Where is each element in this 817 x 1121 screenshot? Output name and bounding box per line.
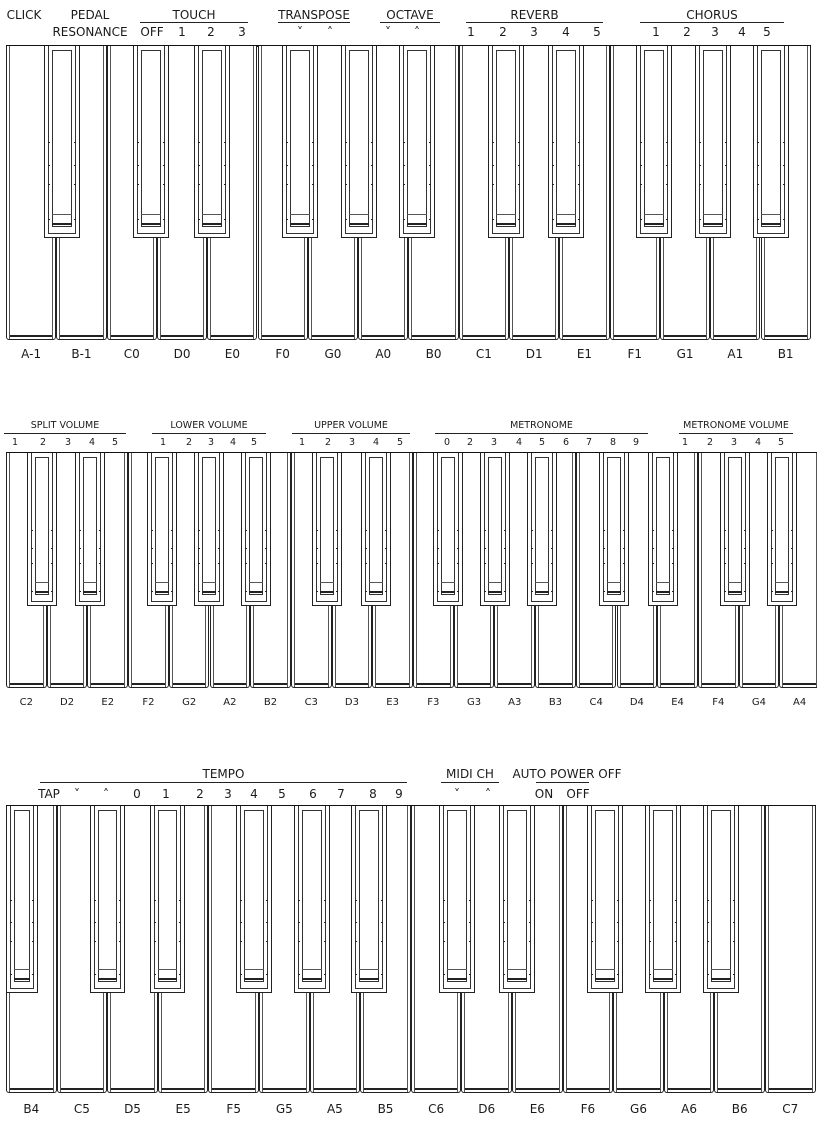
note-label: D4 [629,697,644,708]
note-label: G0 [324,347,342,361]
black-key-tick [10,974,12,975]
option-label: 3 [711,25,719,39]
option-label: OFF [140,25,164,39]
option-label: 3 [730,437,738,448]
note-label: G4 [751,697,766,708]
black-key-front-edge [14,969,30,980]
group-label: UPPER VOLUME [314,420,388,431]
group-label: LOWER VOLUME [170,420,248,431]
option-label: 2 [499,25,507,39]
note-label: A0 [375,347,392,361]
option-label: 1 [298,437,306,448]
black-key-tick [119,900,121,901]
option-label: 2 [196,787,204,801]
black-key[interactable] [439,806,475,993]
black-key-tick [469,941,471,942]
note-label: F1 [627,347,643,361]
black-key-tick [32,941,34,942]
black-key-tick [324,974,326,975]
note-label: C5 [73,1102,90,1116]
black-key-tick [675,974,677,975]
option-label: 3 [207,437,215,448]
note-label: E2 [101,697,115,708]
option-label: ˄ [414,25,420,39]
option-label: 4 [738,25,746,39]
black-key-tick [381,974,383,975]
note-label: C6 [428,1102,445,1116]
black-key-tick [675,922,677,923]
note-label: E3 [386,697,399,708]
black-key[interactable] [499,806,535,993]
note-label: G5 [275,1102,293,1116]
option-label: 7 [337,787,345,801]
note-label: A1 [727,347,744,361]
black-key-tick [733,900,735,901]
black-key-tick [443,974,445,975]
group-label: OCTAVE [386,8,434,22]
black-key-tick [266,941,268,942]
black-key-tick [503,922,505,923]
black-key-tick [529,941,531,942]
group-underline [40,782,407,783]
black-key-tick [266,900,268,901]
white-key-c7[interactable] [765,806,816,1093]
black-key-tick [266,974,268,975]
option-label: 1 [178,25,186,39]
note-label: E6 [529,1102,545,1116]
option-label: ˅ [385,25,391,39]
black-key-tick [355,922,357,923]
note-label: C4 [589,697,603,708]
note-label: A6 [681,1102,698,1116]
black-key-tick [32,900,34,901]
black-key-tick [324,900,326,901]
black-key-tick [591,900,593,901]
black-key-tick [503,900,505,901]
option-label: OFF [566,787,590,801]
group-label: METRONOME [510,420,573,431]
black-key-tick [649,922,651,923]
note-label: F2 [142,697,155,708]
option-label: ON [534,787,554,801]
black-key-top-surface [302,810,322,982]
black-key-tick [94,922,96,923]
note-label: F0 [275,347,290,361]
black-key-tick [119,922,121,923]
black-key-front-edge [653,969,673,980]
note-label: B1 [777,347,794,361]
black-key[interactable] [351,806,387,993]
black-key-tick [469,922,471,923]
group-label: TOUCH [172,8,216,22]
black-key[interactable] [645,806,681,993]
note-label: D3 [344,697,359,708]
note-label: A5 [326,1102,343,1116]
note-label: D0 [173,347,191,361]
note-label: B5 [377,1102,394,1116]
option-label: 4 [229,437,237,448]
black-key-top-surface [595,810,615,982]
black-key-tick [649,900,651,901]
black-key[interactable] [150,806,185,993]
option-label: 5 [538,437,546,448]
note-label: E4 [671,697,684,708]
note-label: F4 [712,697,725,708]
option-label: 9 [395,787,403,801]
black-key-top-surface [158,810,177,982]
black-key-tick [617,941,619,942]
note-label: E5 [175,1102,191,1116]
black-key-tick [179,941,181,942]
note-label: C2 [19,697,34,708]
note-label: C1 [475,347,492,361]
group-label: AUTO POWER OFF [512,767,622,781]
black-key-tick [733,922,735,923]
black-key-tick [443,941,445,942]
option-label: 0 [443,437,451,448]
option-label: 0 [133,787,141,801]
note-label: F5 [226,1102,241,1116]
black-key[interactable] [703,806,739,993]
option-label: 7 [585,437,593,448]
black-key-top-surface [98,810,117,982]
black-key-tick [733,941,735,942]
black-key-tick [154,922,156,923]
black-key-tick [675,900,677,901]
group-label: MIDI CH [446,767,494,781]
option-label: 2 [39,437,47,448]
note-label: B2 [263,697,278,708]
option-label: 1 [11,437,19,448]
option-label: 1 [467,25,475,39]
black-key-tick [32,922,34,923]
black-key-front-edge [447,969,467,980]
note-label: C3 [304,697,318,708]
black-key-tick [154,941,156,942]
option-label: 3 [224,787,232,801]
black-key-tick [119,941,121,942]
group-underline [441,782,499,783]
black-key-front-edge [595,969,615,980]
group-label: METRONOME VOLUME [683,420,789,431]
black-key-tick [10,941,12,942]
black-key-tick [675,941,677,942]
black-key-tick [355,941,357,942]
option-label: 2 [185,437,193,448]
option-label: ˄ [485,787,491,801]
black-key-front-edge [244,969,264,980]
black-key-tick [591,922,593,923]
note-label: E0 [224,347,240,361]
black-key-tick [240,900,242,901]
option-label: 5 [593,25,601,39]
black-key-tick [179,974,181,975]
black-key[interactable] [90,806,125,993]
option-label: 5 [396,437,404,448]
option-label: 4 [372,437,380,448]
option-label: 1 [652,25,660,39]
black-key-tick [707,900,709,901]
black-key-tick [649,941,651,942]
note-label: D2 [60,697,75,708]
black-key-tick [617,922,619,923]
option-label: 6 [562,437,570,448]
black-key-tick [154,900,156,901]
option-label: ˄ [103,787,109,801]
option-label: ˅ [297,25,303,39]
black-key-tick [355,900,357,901]
black-key-top-surface [14,810,30,982]
option-label: 5 [763,25,771,39]
black-key-tick [240,922,242,923]
black-key-top-surface [359,810,379,982]
option-label: 4 [250,787,258,801]
note-label: B0 [425,347,442,361]
group-label: PEDAL [70,8,110,22]
option-label: ˅ [74,787,80,801]
note-label: B4 [23,1102,40,1116]
option-label: 2 [324,437,332,448]
black-key-front-edge [302,969,322,980]
note-label: C7 [782,1102,799,1116]
option-label: ˄ [327,25,333,39]
black-key-top-surface [653,810,673,982]
black-key[interactable] [294,806,330,993]
option-label: 1 [159,437,167,448]
option-label: 5 [278,787,286,801]
black-key-tick [529,922,531,923]
black-key-tick [469,974,471,975]
note-label: C0 [123,347,140,361]
note-label: D6 [478,1102,496,1116]
note-label: G3 [466,697,482,708]
note-label: F3 [427,697,440,708]
black-key-top-surface [507,810,527,982]
black-key-tick [298,922,300,923]
black-key[interactable] [6,806,38,993]
note-label: G1 [676,347,694,361]
group-underline [536,782,589,783]
note-label: D1 [525,347,543,361]
note-label: A2 [223,697,237,708]
black-key-tick [32,974,34,975]
black-key-tick [179,922,181,923]
option-label: 6 [309,787,317,801]
note-label: B3 [548,697,563,708]
black-key-tick [298,941,300,942]
option-label: 4 [562,25,570,39]
black-key-tick [529,974,531,975]
black-key-tick [154,974,156,975]
black-key-front-edge [158,969,177,980]
black-key-tick [529,900,531,901]
black-key-top-surface [447,810,467,982]
note-label: A3 [508,697,522,708]
black-key-tick [617,974,619,975]
black-key-tick [707,922,709,923]
option-label: 2 [466,437,474,448]
black-key-tick [298,974,300,975]
option-label: 2 [683,25,691,39]
black-key-tick [10,922,12,923]
option-label: 4 [754,437,762,448]
group-label: CLICK [6,8,42,22]
black-key-tick [381,922,383,923]
black-key-tick [591,974,593,975]
black-key-tick [733,974,735,975]
black-key-top-surface [244,810,264,982]
black-key-front-edge [507,969,527,980]
option-label: 3 [530,25,538,39]
option-label: 8 [369,787,377,801]
note-label: D5 [124,1102,141,1116]
option-label: 1 [681,437,689,448]
option-label: 9 [632,437,640,448]
black-key-front-edge [98,969,117,980]
black-key-tick [443,922,445,923]
option-label: 2 [207,25,215,39]
black-key-tick [324,941,326,942]
group-label: CHORUS [686,8,738,22]
black-key-tick [10,900,12,901]
group-label: TRANSPOSE [278,8,350,22]
black-key-tick [707,941,709,942]
black-key-tick [381,941,383,942]
option-label: 4 [515,437,523,448]
group-label: TEMPO [202,767,245,781]
option-label: 3 [348,437,356,448]
black-key-tick [94,941,96,942]
note-label: G2 [182,697,197,708]
black-key-tick [707,974,709,975]
black-key-tick [298,900,300,901]
black-key-tick [240,974,242,975]
note-label: B6 [731,1102,748,1116]
option-label: 5 [777,437,785,448]
black-key-tick [617,900,619,901]
note-label: E1 [576,347,593,361]
black-key-tick [503,941,505,942]
black-key-tick [591,941,593,942]
black-key-tick [649,974,651,975]
black-key-tick [240,941,242,942]
black-key-tick [503,974,505,975]
option-label: 4 [88,437,96,448]
note-label: G6 [630,1102,647,1116]
black-key-tick [469,900,471,901]
group-label: RESONANCE [52,25,128,39]
note-label: F6 [580,1102,596,1116]
option-label: 3 [238,25,246,39]
group-label: REVERB [510,8,559,22]
option-label: 3 [64,437,72,448]
black-key-tick [324,922,326,923]
option-label: TAP [38,787,60,801]
black-key-tick [381,900,383,901]
option-label: 5 [111,437,119,448]
option-label: 2 [706,437,714,448]
black-key-tick [355,974,357,975]
option-label: 5 [250,437,258,448]
black-key[interactable] [236,806,272,993]
black-key-tick [266,922,268,923]
option-label: 3 [490,437,498,448]
group-label: SPLIT VOLUME [30,420,100,431]
black-key-front-edge [711,969,731,980]
black-key-tick [443,900,445,901]
note-label: B-1 [71,347,92,361]
black-key-tick [179,900,181,901]
black-key-top-surface [711,810,731,982]
black-key-front-edge [359,969,379,980]
black-key[interactable] [587,806,623,993]
black-key-tick [94,974,96,975]
black-key-tick [119,974,121,975]
option-label: ˅ [454,787,460,801]
note-label: A4 [793,697,807,708]
option-label: 8 [609,437,617,448]
note-label: A-1 [21,347,42,361]
black-key-tick [94,900,96,901]
option-label: 1 [162,787,170,801]
